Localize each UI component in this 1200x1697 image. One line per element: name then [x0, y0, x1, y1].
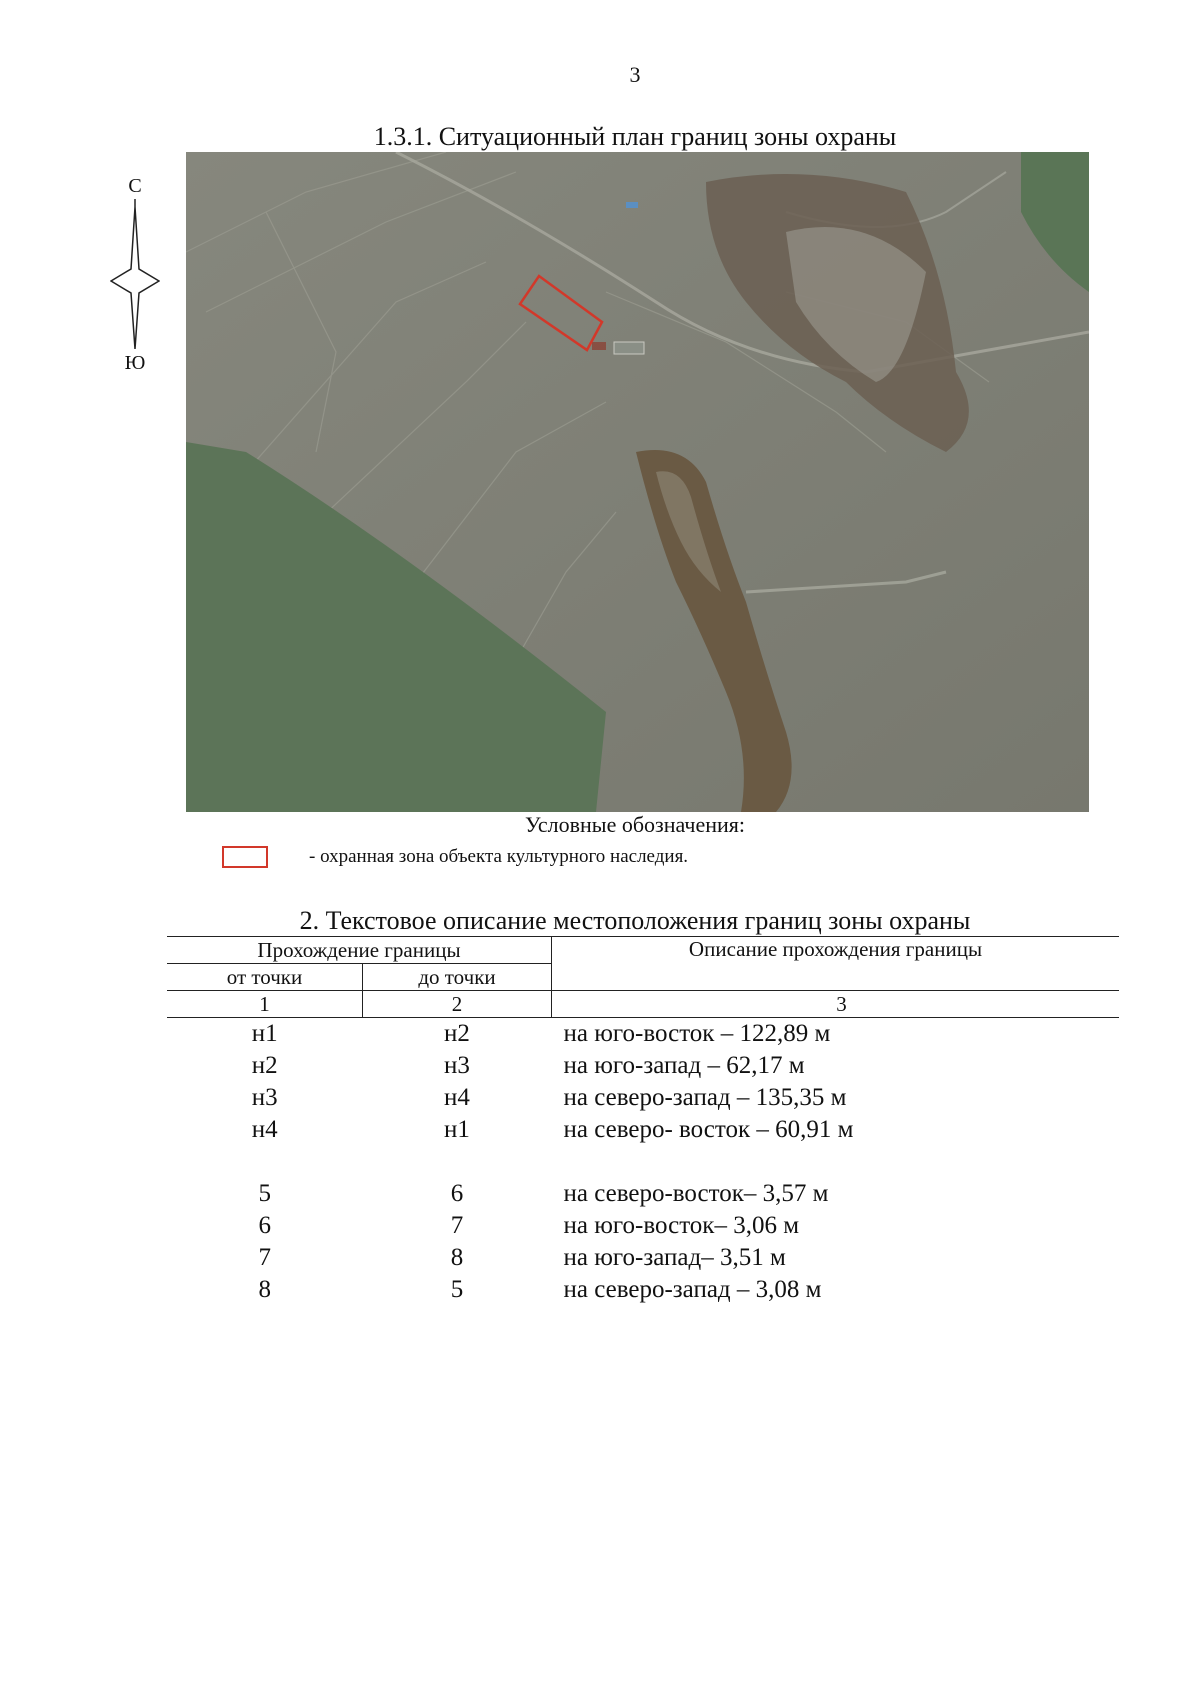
compass-north-label: С [128, 175, 142, 197]
cell-description: на юго-запад– 3,51 м [563, 1244, 786, 1271]
boundary-table [167, 936, 1119, 1306]
cell-from: 7 [258, 1244, 271, 1271]
column-number: 3 [552, 991, 1120, 1018]
table-row [167, 1018, 1119, 1051]
satellite-map [186, 152, 1089, 812]
cell-description: на юго-восток – 122,89 м [563, 1020, 831, 1047]
cell-to: 6 [450, 1180, 464, 1207]
legend-title: Условные обозначения: [524, 812, 746, 837]
header-from-point: от точки [167, 964, 363, 991]
cell-from: н3 [251, 1084, 278, 1111]
cell-from: 5 [258, 1180, 271, 1207]
table-row [167, 1274, 1119, 1306]
table-row [167, 1178, 1119, 1210]
cell-to: н3 [444, 1052, 470, 1079]
cell-to: н4 [444, 1084, 470, 1111]
map-title: 1.3.1. Ситуационный план границ зоны охраны [373, 122, 897, 151]
legend-label: - охранная зона объекта культурного наследия. [309, 846, 689, 867]
table-spacer [167, 1146, 1119, 1178]
cell-to: н1 [444, 1116, 470, 1143]
cell-description: на северо- восток – 60,91 м [563, 1116, 854, 1143]
compass-south-label: Ю [124, 352, 146, 374]
column-number: 1 [167, 991, 363, 1018]
cell-description: на северо-восток– 3,57 м [563, 1180, 829, 1207]
cell-to: 5 [450, 1276, 464, 1303]
cell-from: 6 [258, 1212, 271, 1239]
page-number: 3 [629, 62, 641, 87]
cell-description: на северо-запад – 135,35 м [563, 1084, 847, 1111]
table-row [167, 1210, 1119, 1242]
cell-description: на юго-восток– 3,06 м [563, 1212, 800, 1239]
cell-description: на северо-запад – 3,08 м [563, 1276, 822, 1303]
cell-from: 8 [258, 1276, 271, 1303]
table-row [167, 1050, 1119, 1082]
cell-to: 8 [450, 1244, 464, 1271]
cell-to: 7 [450, 1212, 464, 1239]
cell-from: н2 [251, 1052, 278, 1079]
section-title: 2. Текстовое описание местоположения границ зоны охраны [299, 906, 971, 935]
cell-description: на юго-запад – 62,17 м [563, 1052, 805, 1079]
cell-to: н2 [444, 1020, 470, 1047]
cell-from: н4 [251, 1116, 278, 1143]
legend-swatch [222, 846, 268, 868]
header-to-point: до точки [363, 964, 552, 991]
north-arrow [110, 175, 160, 375]
column-number: 2 [363, 991, 552, 1018]
header-boundary-passage: Прохождение границы [167, 937, 552, 964]
table-row [167, 1242, 1119, 1274]
table-row [167, 1082, 1119, 1114]
cell-from: н1 [251, 1020, 278, 1047]
table-row [167, 1114, 1119, 1146]
header-description: Описание прохождения границы [552, 937, 1120, 991]
compass-arrow-icon [110, 199, 160, 349]
